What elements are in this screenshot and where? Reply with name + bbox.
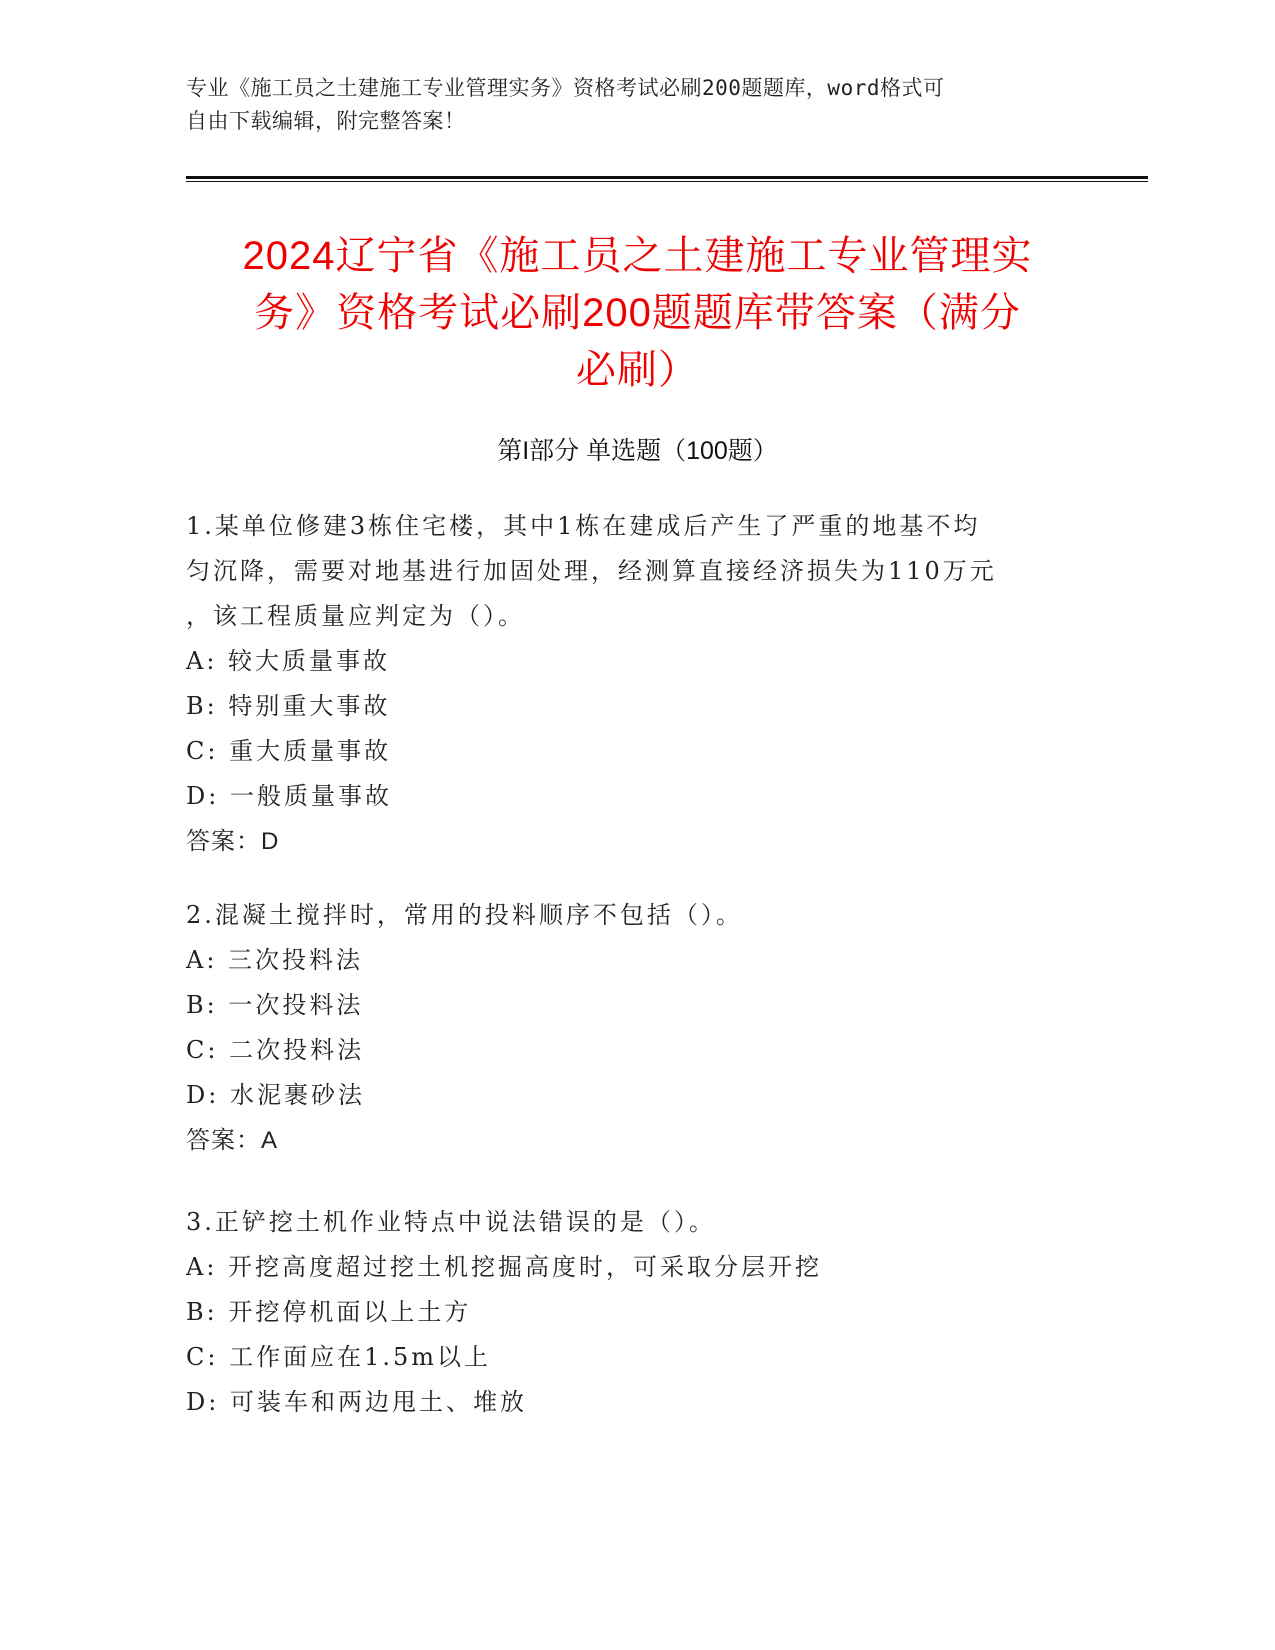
option-d: D: 一般质量事故 <box>186 782 392 810</box>
option-a: A: 三次投料法 <box>186 946 364 974</box>
question-stem-line: 3.正铲挖土机作业特点中说法错误的是（）。 <box>186 1208 716 1236</box>
question-1 <box>186 504 1066 864</box>
option-c: C: 工作面应在1.5m以上 <box>186 1343 492 1371</box>
header-divider-thin <box>186 181 1148 182</box>
option-b: B: 特别重大事故 <box>186 692 391 720</box>
question-3 <box>186 1200 1066 1425</box>
option-d: D: 可装车和两边甩土、堆放 <box>186 1388 527 1416</box>
option-c: C: 重大质量事故 <box>186 737 392 765</box>
option-d: D: 水泥裹砂法 <box>186 1081 365 1109</box>
option-a: A: 开挖高度超过挖土机挖掘高度时，可采取分层开挖 <box>186 1253 823 1281</box>
answer: 答案：D <box>186 828 280 855</box>
option-c: C: 二次投料法 <box>186 1036 365 1064</box>
question-2 <box>186 893 1066 1163</box>
option-b: B: 一次投料法 <box>186 991 364 1019</box>
answer: 答案：A <box>186 1127 279 1154</box>
question-stem-line: ，该工程质量应判定为（）。 <box>186 602 525 630</box>
question-stem-line: 1.某单位修建3栋住宅楼，其中1栋在建成后产生了严重的地基不均 <box>186 512 981 540</box>
header-note-line-1: 专业《施工员之土建施工专业管理实务》资格考试必刷200题题库，word格式可 <box>186 76 945 100</box>
document-title-line-1: 2024辽宁省《施工员之土建施工专业管理实 <box>242 234 1033 278</box>
document-title <box>186 228 1089 399</box>
option-b: B: 开挖停机面以上土方 <box>186 1298 472 1326</box>
option-a: A: 较大质量事故 <box>186 647 391 675</box>
question-stem-line: 匀沉降，需要对地基进行加固处理，经测算直接经济损失为110万元 <box>186 557 997 585</box>
question-stem-line: 2.混凝土搅拌时，常用的投料顺序不包括（）。 <box>186 901 743 929</box>
header-note <box>186 72 1066 138</box>
header-divider-thick <box>186 176 1148 179</box>
document-title-line-3: 必刷） <box>576 348 699 392</box>
document-title-line-2: 务》资格考试必刷200题题库带答案（满分 <box>254 291 1021 335</box>
header-note-line-2: 自由下载编辑，附完整答案！ <box>186 109 466 133</box>
section-heading: 第I部分 单选题（100题） <box>497 437 778 465</box>
